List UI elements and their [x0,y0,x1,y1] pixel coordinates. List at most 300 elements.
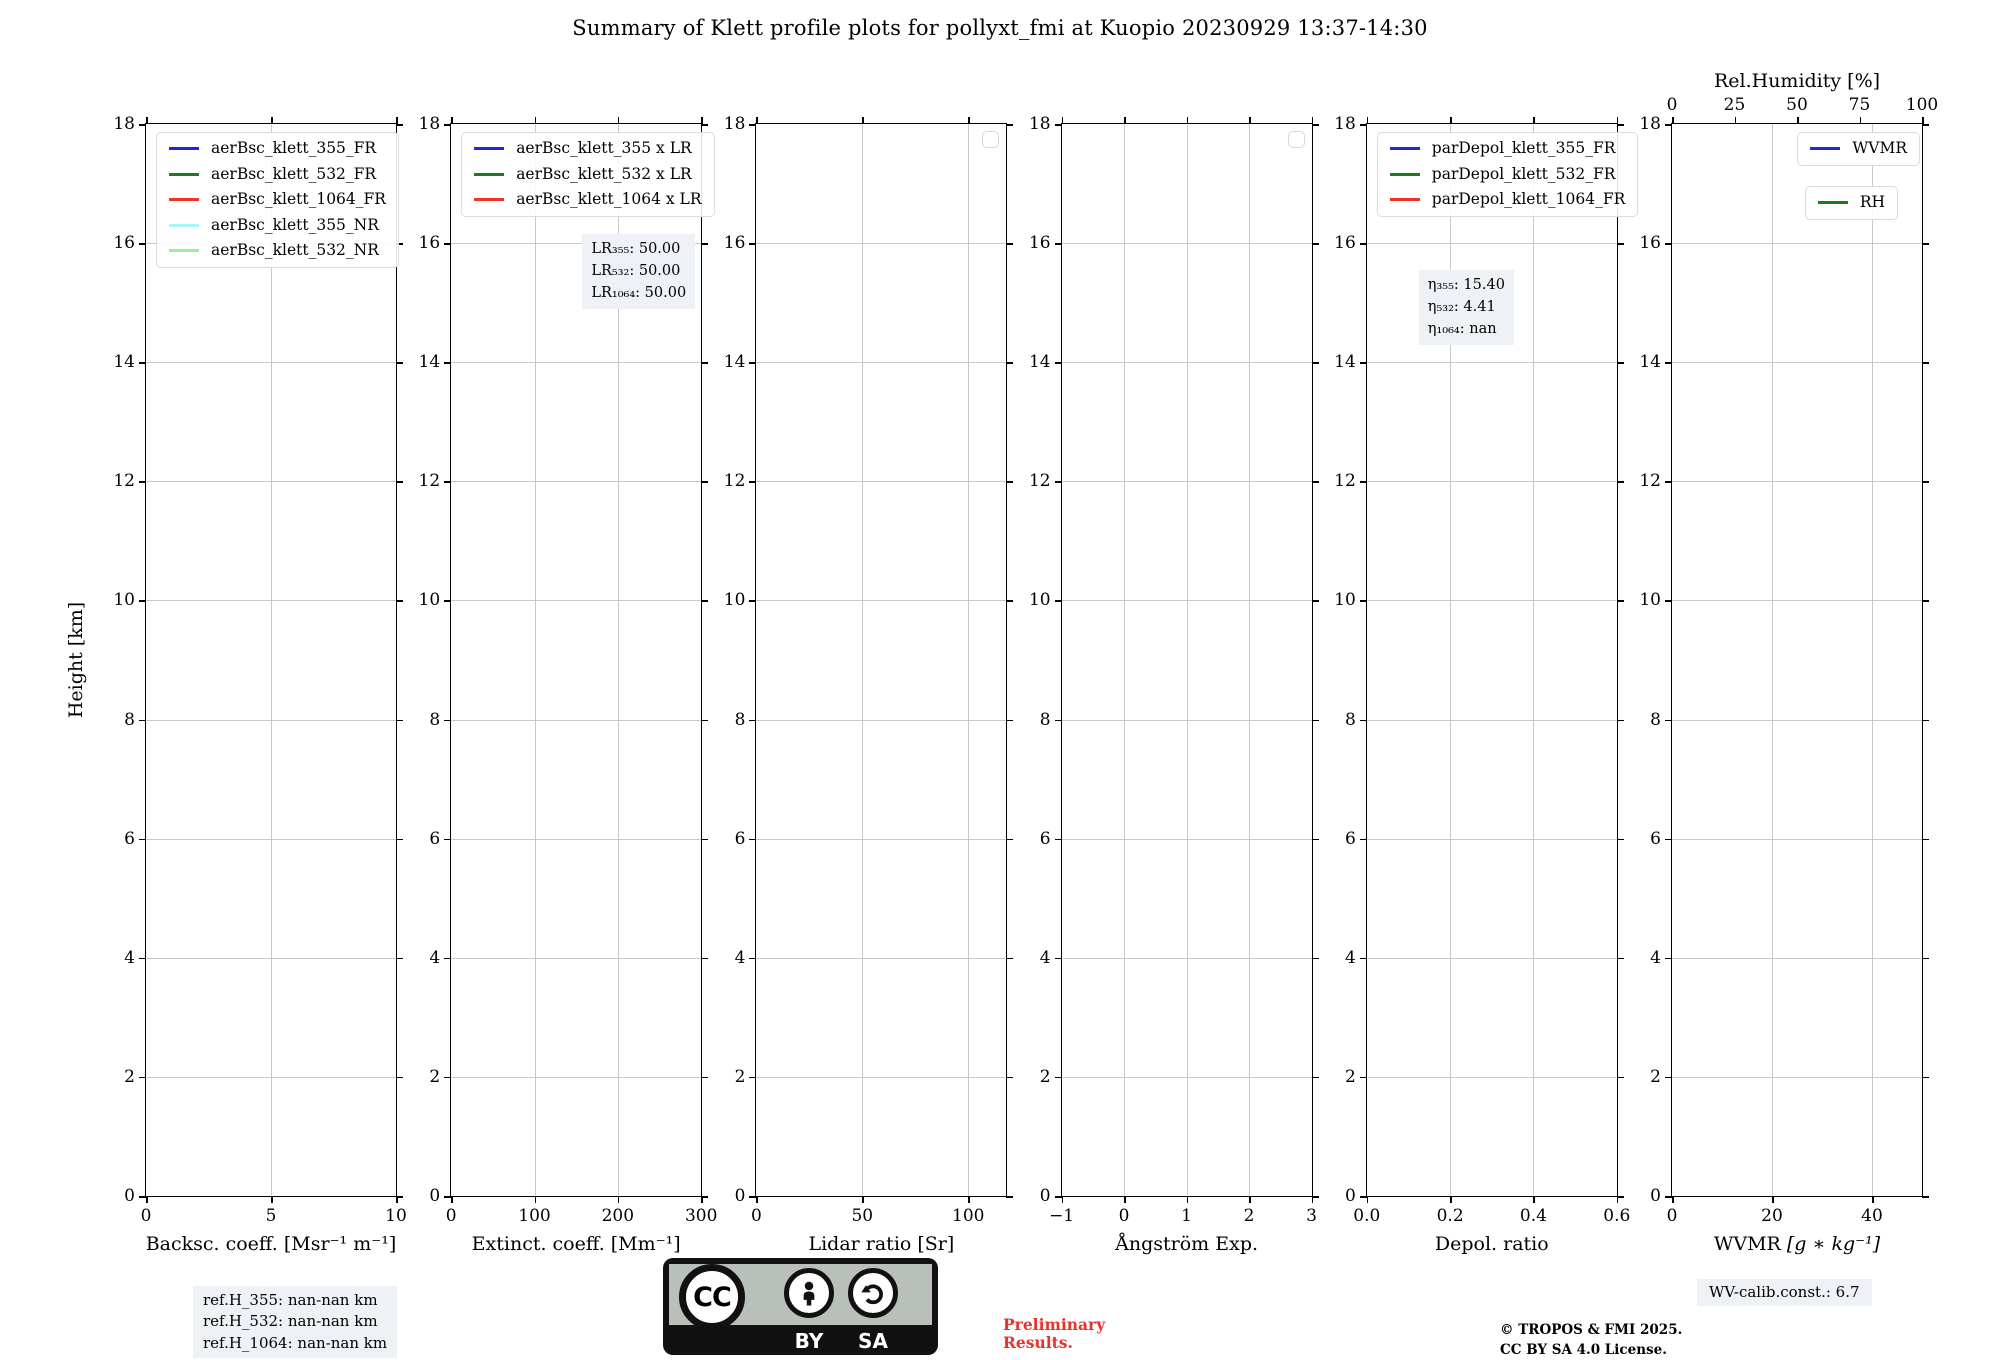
x-tick-label: 2 [1243,1206,1255,1226]
y-tick [1665,243,1672,245]
y-tick-right [1312,600,1319,602]
annotation-line: η₁₀₆₄: nan [1427,320,1497,337]
y-tick-right [396,600,403,602]
y-tick-right [396,1196,403,1198]
y-tick-label: 8 [1650,709,1661,730]
y-tick-label: 18 [418,114,441,134]
y-tick-right [1312,124,1319,126]
gridline-horizontal [451,362,701,363]
by-label: BY [794,1329,824,1353]
y-tick-label: 10 [1028,590,1051,611]
y-tick [139,958,146,960]
top-tick [1124,117,1126,124]
ref-height-1064: ref.H_1064: nan-nan km [203,1333,388,1352]
y-tick [444,481,451,483]
y-tick-right [1922,362,1929,364]
y-tick-right [1922,720,1929,722]
x-axis-label-text: Backsc. coeff. [Msr⁻¹ m⁻¹] [145,1233,397,1255]
y-tick [139,720,146,722]
x-tick [1872,1196,1874,1203]
y-tick [1360,124,1367,126]
y-tick [1665,839,1672,841]
top-tick [1797,117,1799,124]
top-axis-label: Rel.Humidity [%] [1713,70,1881,92]
gridline-horizontal [451,600,701,601]
y-tick-right [1006,124,1013,126]
y-tick-right [1922,958,1929,960]
x-axis-label-text: Extinct. coeff. [Mm⁻¹] [471,1233,681,1255]
y-tick [749,1077,756,1079]
legend-item [1390,141,1626,157]
x-axis-label-extinction [416,1233,736,1255]
ref-height-355: ref.H_355: nan-nan km [203,1291,378,1309]
legend-label: aerBsc_klett_1064 x LR [516,190,702,208]
y-tick-label: 0 [1344,1186,1356,1206]
x-tick-label: 0 [750,1206,762,1226]
y-tick-right [396,481,403,483]
y-tick-label: 16 [1639,233,1661,254]
legend-label: aerBsc_klett_355_NR [211,215,379,234]
y-tick-right [1006,481,1013,483]
y-tick-label: 14 [418,352,441,373]
top-tick [535,117,537,124]
y-tick-label: 16 [418,233,441,254]
x-tick-label: 0 [140,1206,152,1226]
gridline-horizontal [451,1077,701,1078]
y-tick-right [1617,243,1624,245]
legend-depol [1377,132,1639,217]
x-tick [1450,1196,1452,1203]
y-tick [1665,1196,1672,1198]
x-tick [1249,1196,1251,1203]
x-tick-label: −1 [1049,1206,1075,1226]
y-tick-label: 4 [1039,947,1051,968]
legend-item [474,141,701,157]
y-tick [749,124,756,126]
gridline-horizontal [1367,839,1617,840]
x-tick-label: 300 [684,1206,718,1226]
x-tick [535,1196,537,1203]
x-axis-label-lidar-ratio [721,1233,1041,1255]
top-tick-label: 100 [1905,95,1939,115]
legend-label: aerBsc_klett_355 x LR [516,139,692,157]
x-axis-label-depol [1332,1233,1652,1255]
gridline-horizontal [1672,243,1922,244]
y-tick-right [1006,1196,1013,1198]
y-tick [444,958,451,960]
y-tick-label: 4 [1344,947,1356,968]
x-axis-label-text: Ångström Exp. [1115,1233,1259,1255]
legend-label: aerBsc_klett_355_FR [211,139,377,157]
y-tick-label: 2 [1344,1066,1356,1087]
x-tick-label: 5 [265,1206,277,1226]
y-tick-right [1617,839,1624,841]
y-tick-right [1617,362,1624,364]
top-tick [1187,117,1189,124]
y-tick-right [1617,720,1624,722]
y-tick [749,243,756,245]
y-tick-right [1617,124,1624,126]
y-tick-label: 8 [1344,709,1356,730]
y-tick-right [1006,600,1013,602]
top-tick [1617,117,1619,124]
legend-line-swatch [169,173,199,176]
y-tick-label: 0 [1039,1186,1051,1206]
legend-label: aerBsc_klett_532 x LR [516,164,692,183]
y-tick [444,243,451,245]
y-tick-right [1617,1196,1624,1198]
y-tick-label: 14 [113,352,135,373]
top-tick-label: 25 [1723,95,1746,115]
x-tick-label: 40 [1861,1206,1883,1226]
legend-label: RH [1859,193,1885,211]
x-tick-label: 0 [445,1206,457,1226]
x-tick [1062,1196,1064,1203]
y-tick [444,1196,451,1198]
annotation-depol [1419,270,1514,345]
y-axis-label: Height [km] [65,601,87,719]
by-person-icon [784,1268,834,1318]
y-tick [749,839,756,841]
y-tick-label: 8 [429,709,441,730]
y-tick [139,243,146,245]
y-tick-right [701,243,708,245]
copyright-note [1500,1321,1682,1360]
top-tick [1922,117,1924,124]
y-tick-right [396,1077,403,1079]
y-tick-label: 12 [1334,471,1356,492]
ref-height-532: ref.H_532: nan-nan km [203,1312,378,1331]
y-tick [1055,243,1062,245]
top-tick [146,117,148,124]
legend-line-swatch [1810,147,1840,150]
legend-line-swatch [474,173,504,176]
gridline-horizontal [1367,600,1617,601]
gridline-horizontal [1672,600,1922,601]
x-tick [862,1196,864,1203]
gridline-horizontal [1367,958,1617,959]
legend-item [169,141,386,157]
x-tick-label: 0.2 [1436,1206,1464,1226]
y-tick [444,839,451,841]
y-tick-label: 6 [1344,828,1356,849]
legend-line-swatch [474,147,504,150]
gridline-horizontal [451,839,701,840]
x-tick-label: 1 [1181,1206,1193,1226]
gridline-vertical [1124,124,1125,1196]
y-tick [1055,1077,1062,1079]
y-tick-label: 16 [723,233,746,254]
x-tick [756,1196,758,1203]
y-tick-right [1922,1077,1929,1079]
y-tick-label: 6 [734,828,746,849]
y-tick-right [1312,243,1319,245]
gridline-vertical [1249,124,1250,1196]
y-tick [1360,839,1367,841]
y-tick-right [1312,1196,1319,1198]
y-tick-right [1006,958,1013,960]
y-tick-label: 10 [113,590,135,611]
y-tick [749,720,756,722]
legend-label: aerBsc_klett_532_FR [211,164,377,183]
y-tick [444,124,451,126]
legend-label: WVMR [1852,139,1907,157]
y-tick-label: 16 [1334,233,1356,254]
top-tick-label: 0 [1666,95,1678,115]
y-tick-label: 6 [429,828,441,849]
circular-arrow-icon [858,1278,888,1308]
legend-item [1818,195,1885,211]
y-tick-right [1312,720,1319,722]
gridline-horizontal [1367,362,1617,363]
annotation-line: LR₅₃₂: 50.00 [591,262,681,279]
y-tick-label: 18 [1639,114,1661,134]
annotation-line: η₃₅₅: 15.40 [1427,277,1505,293]
y-tick [1360,720,1367,722]
x-tick-label: 20 [1761,1206,1783,1226]
y-tick-right [1922,243,1929,245]
y-tick [1665,362,1672,364]
legend-backscatter [156,132,399,268]
sa-label: SA [858,1329,888,1353]
x-axis-label-backscatter [111,1233,431,1255]
y-tick-right [1006,243,1013,245]
gridline-vertical [535,124,536,1196]
y-tick-right [1312,362,1319,364]
y-tick-right [1312,839,1319,841]
y-tick-label: 18 [723,114,746,134]
gridline-horizontal [1672,362,1922,363]
y-tick [1055,124,1062,126]
y-tick-label: 10 [418,590,441,611]
y-tick [1360,243,1367,245]
legend-item [169,243,386,259]
top-tick [1312,117,1314,124]
y-tick-label: 4 [429,947,441,968]
x-tick [1533,1196,1535,1203]
y-tick [1665,1077,1672,1079]
annotation-extinction [582,234,695,309]
y-tick [139,124,146,126]
y-tick-right [1006,1077,1013,1079]
y-tick-label: 18 [1028,114,1051,134]
x-tick [146,1196,148,1203]
y-tick [1665,720,1672,722]
y-tick-label: 14 [1028,352,1051,373]
legend-label: parDepol_klett_532_FR [1431,164,1616,183]
y-tick-label: 0 [734,1186,746,1206]
annotation-line: LR₃₅₅: 50.00 [591,241,681,257]
y-tick-label: 16 [113,233,135,254]
x-axis-label-text: Lidar ratio [Sr] [808,1233,955,1255]
x-tick-label: 0.6 [1603,1206,1631,1226]
legend-line-swatch [1390,173,1420,176]
y-tick-label: 6 [124,828,135,849]
plot-extinction [418,114,718,1226]
y-tick [1055,720,1062,722]
y-tick [1055,481,1062,483]
legend-item [169,164,386,183]
x-tick-label: 3 [1306,1206,1318,1226]
top-tick [1672,117,1674,124]
plot-backscatter [113,114,407,1226]
y-tick-label: 2 [429,1066,441,1087]
x-tick-label: 0 [1118,1206,1130,1226]
top-tick [968,117,970,124]
top-tick [271,117,273,124]
y-tick-label: 10 [1639,590,1661,611]
legend-wvmr [1797,132,1920,166]
top-tick [1367,117,1369,124]
plot-depol [1334,114,1631,1226]
x-tick [1124,1196,1126,1203]
x-tick [618,1196,620,1203]
y-tick-right [1617,481,1624,483]
x-axis-label-angstrom [1027,1233,1347,1255]
y-tick-label: 12 [1639,471,1661,492]
y-tick-right [1006,362,1013,364]
y-tick [1360,481,1367,483]
legend-line-swatch [169,224,199,227]
gridline-horizontal [451,720,701,721]
gridline-horizontal [1367,720,1617,721]
top-tick [396,117,398,124]
x-axis-label-text: WVMR [1713,1233,1787,1255]
y-tick-right [701,720,708,722]
y-tick [1665,124,1672,126]
y-tick [1055,362,1062,364]
y-tick-label: 2 [1039,1066,1051,1087]
y-tick-label: 14 [1334,352,1356,373]
y-tick [139,1077,146,1079]
y-tick [749,600,756,602]
y-tick [1665,958,1672,960]
x-tick-label: 200 [601,1206,635,1226]
top-tick [1249,117,1251,124]
y-tick-label: 8 [734,709,746,730]
y-tick-label: 12 [723,471,746,492]
y-tick [139,1196,146,1198]
preliminary-line1: Preliminary [1003,1315,1106,1334]
y-tick [139,362,146,364]
y-tick-right [701,958,708,960]
y-tick [444,1077,451,1079]
gridline-vertical [968,124,969,1196]
y-tick-label: 6 [1039,828,1051,849]
plot-angstrom [1028,114,1318,1226]
legend-extinction [461,132,714,217]
y-tick-right [1922,124,1929,126]
legend-line-swatch [169,249,199,252]
y-tick-right [701,124,708,126]
y-tick-right [701,1077,708,1079]
gridline-vertical [1533,124,1534,1196]
gridline-horizontal [1672,720,1922,721]
legend-line-swatch [1390,147,1420,150]
x-tick [1367,1196,1369,1203]
cc-icon [679,1264,745,1330]
y-tick-label: 14 [723,352,746,373]
y-tick [444,362,451,364]
gridline-horizontal [451,958,701,959]
gridline-horizontal [1672,481,1922,482]
gridline-vertical [271,124,272,1196]
y-tick [1360,958,1367,960]
y-tick-right [701,362,708,364]
x-axis-label-text: Depol. ratio [1434,1233,1549,1255]
y-tick [1055,839,1062,841]
y-tick [749,362,756,364]
gridline-horizontal [1672,958,1922,959]
x-axis-label-math: [g ∗ kg⁻¹] [1786,1233,1881,1255]
y-tick-right [1617,1077,1624,1079]
y-tick-right [1922,1196,1929,1198]
y-tick-label: 8 [1039,709,1051,730]
y-tick [749,1196,756,1198]
empty-legend-box [982,131,999,148]
x-tick [451,1196,453,1203]
x-tick-label: 10 [385,1206,407,1226]
x-tick-label: 100 [518,1206,551,1226]
y-tick-label: 6 [1650,828,1661,849]
y-tick-right [1922,481,1929,483]
legend-line-swatch [169,198,199,201]
x-tick-label: 100 [952,1206,985,1226]
gridline-horizontal [1367,1077,1617,1078]
y-tick [1665,600,1672,602]
legend-item [169,215,386,234]
legend-wvmr [1805,186,1898,220]
y-tick-right [701,1196,708,1198]
preliminary-note [1003,1316,1105,1352]
y-tick-right [396,124,403,126]
top-tick [756,117,758,124]
legend-line-swatch [169,147,199,150]
x-tick [1772,1196,1774,1203]
y-tick [1360,600,1367,602]
plot-wvmr [1639,70,1939,1226]
top-tick [1860,117,1862,124]
annotation-line: LR₁₀₆₄: 50.00 [591,284,687,301]
y-tick-label: 16 [1028,233,1051,254]
gridline-horizontal [1672,839,1922,840]
y-tick [1055,600,1062,602]
legend-item [1390,192,1626,208]
annotation-line: η₅₃₂: 4.41 [1427,298,1496,315]
y-tick-label: 4 [734,947,746,968]
person-icon [794,1278,824,1308]
y-tick-right [701,600,708,602]
x-tick-label: 0.0 [1353,1206,1381,1226]
legend-item [1810,141,1907,157]
y-tick [1055,1196,1062,1198]
y-tick [1055,958,1062,960]
y-tick [1360,1196,1367,1198]
legend-label: parDepol_klett_355_FR [1431,139,1616,157]
y-tick [749,958,756,960]
top-tick [618,117,620,124]
copyright-line2: CC BY SA 4.0 License. [1500,1341,1667,1358]
y-tick-label: 12 [1028,471,1051,492]
y-tick-right [396,958,403,960]
y-tick-label: 18 [113,114,135,134]
y-tick-label: 2 [734,1066,746,1087]
y-tick-right [1922,600,1929,602]
y-tick-label: 4 [1650,947,1661,968]
top-tick [1450,117,1452,124]
legend-line-swatch [474,198,504,201]
y-tick-label: 0 [1650,1186,1661,1206]
